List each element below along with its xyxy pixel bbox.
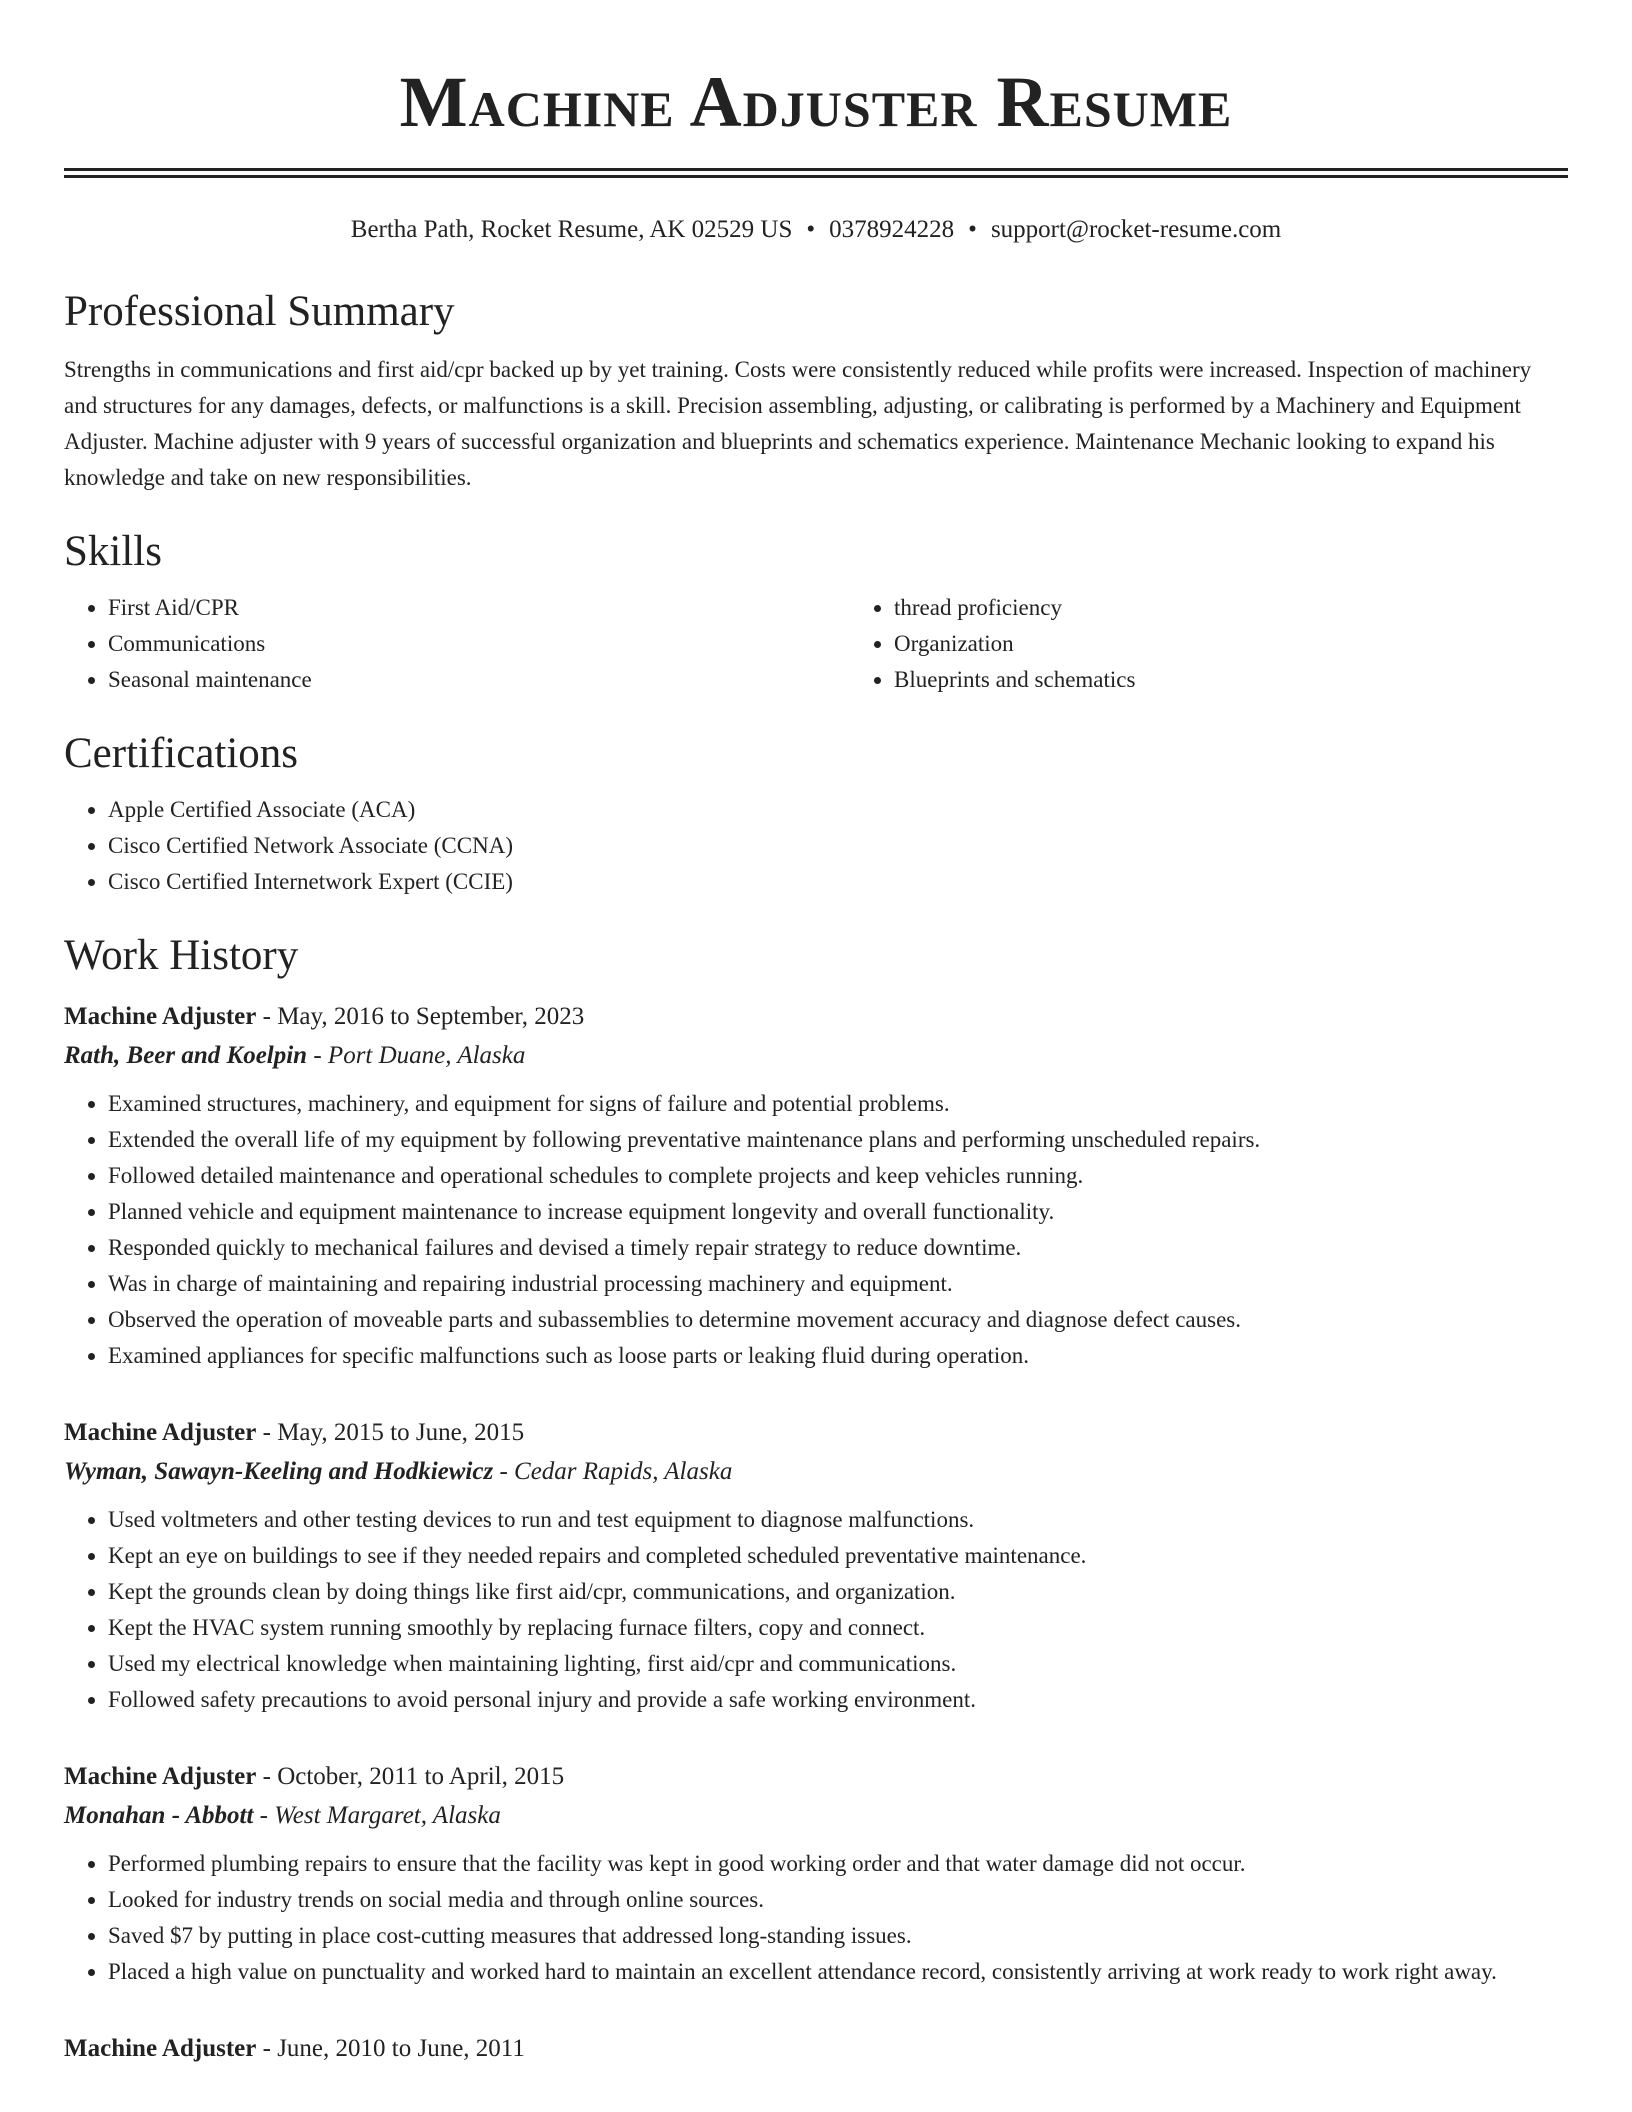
job-title-line: Machine Adjuster - October, 2011 to April, 2015: [64, 1763, 565, 1790]
skill-item: • Blueprints and schematics: [894, 662, 1632, 698]
job-bullet: • Used voltmeters and other testing devices to run and test equipment to diagnose malfunctions.: [108, 1502, 1568, 1538]
job-company-line: Wyman, Sawayn-Keeling and Hodkiewicz - Cedar Rapids, Alaska: [64, 1458, 733, 1485]
job-bullets: [64, 1086, 1568, 1374]
job-company: Rath, Beer and Koelpin: [64, 1042, 308, 1069]
work-history-heading: Work History: [64, 932, 299, 979]
certification-item: • Cisco Certified Internetwork Expert (CCIE): [108, 864, 1568, 900]
skills-list-left: [64, 590, 850, 698]
job-bullet: • Examined appliances for specific malfunctions such as loose parts or leaking fluid during operation.: [108, 1338, 1568, 1374]
job-entry: [64, 998, 1568, 1374]
job-dates: May, 2016 to September, 2023: [277, 1003, 585, 1030]
job-bullet: • Planned vehicle and equipment maintenance to increase equipment longevity and overall functionality.: [108, 1194, 1568, 1230]
contact-phone: 0378924228: [829, 216, 955, 243]
skill-item: • First Aid/CPR: [108, 590, 850, 626]
summary-heading: Professional Summary: [64, 288, 455, 335]
job-company-line: Rath, Beer and Koelpin - Port Duane, Alaska: [64, 1042, 526, 1069]
job-bullet: • Followed detailed maintenance and operational schedules to complete projects and keep vehicles running.: [108, 1158, 1568, 1194]
job-title-line: Machine Adjuster - May, 2016 to September, 2023: [64, 1003, 585, 1030]
skills-heading: Skills: [64, 528, 162, 575]
contact-address: Bertha Path, Rocket Resume, AK 02529 US: [350, 216, 793, 243]
job-title-line: Machine Adjuster - May, 2015 to June, 2015: [64, 1419, 525, 1446]
job-bullet: • Extended the overall life of my equipment by following preventative maintenance plans and performing unscheduled repairs.: [108, 1122, 1568, 1158]
job-bullets: [64, 1502, 1568, 1718]
job-title: Machine Adjuster: [64, 1419, 257, 1446]
job-bullet: • Followed safety precautions to avoid personal injury and provide a safe working environment.: [108, 1682, 1568, 1718]
skill-item: • Seasonal maintenance: [108, 662, 850, 698]
certification-item: • Cisco Certified Network Associate (CCNA): [108, 828, 1568, 864]
job-title: Machine Adjuster: [64, 2035, 257, 2062]
job-company-line: Monahan - Abbott - West Margaret, Alaska: [64, 1802, 501, 1829]
job-bullet: • Kept the HVAC system running smoothly by replacing furnace filters, copy and connect.: [108, 1610, 1568, 1646]
summary-text: Strengths in communications and first aid/cpr backed up by yet training. Costs were consistently reduced while profits were increased. Inspection of machinery and structures for any damages, defects, or malfunctions is a skill. Precision assembling, adjusting, or calibrating is performed by a Machinery and Equipment Adjuster. Machine adjuster with 9 years of successful organization and blueprints and schematics experience. Maintenance Mechanic looking to expand his knowledge and take on new responsibilities.: [64, 357, 1532, 490]
title-double-rule: [64, 168, 1568, 178]
skill-item: • thread proficiency: [894, 590, 1632, 626]
job-dates: October, 2011 to April, 2015: [277, 1763, 565, 1790]
certification-item: • Apple Certified Associate (ACA): [108, 792, 1568, 828]
skill-item: • Organization: [894, 626, 1632, 662]
job-location: Port Duane, Alaska: [327, 1042, 526, 1069]
job-company: Wyman, Sawayn-Keeling and Hodkiewicz: [64, 1458, 494, 1485]
certifications-list: [64, 792, 1568, 900]
job-bullet: • Placed a high value on punctuality and worked hard to maintain an excellent attendance record, consistently arriving at work ready to work right away.: [108, 1954, 1568, 1990]
job-bullet: • Used my electrical knowledge when maintaining lighting, first aid/cpr and communications.: [108, 1646, 1568, 1682]
job-company: Monahan - Abbott: [64, 1802, 254, 1829]
job-bullet: • Kept the grounds clean by doing things like first aid/cpr, communications, and organization.: [108, 1574, 1568, 1610]
job-bullet: • Kept an eye on buildings to see if they needed repairs and completed scheduled preventative maintenance.: [108, 1538, 1568, 1574]
job-title: Machine Adjuster: [64, 1003, 257, 1030]
job-entry: [64, 1758, 1568, 1990]
job-bullets: [64, 1846, 1568, 1990]
job-bullet: • Responded quickly to mechanical failures and devised a timely repair strategy to reduce downtime.: [108, 1230, 1568, 1266]
job-location: Cedar Rapids, Alaska: [514, 1458, 733, 1485]
job-bullet: • Observed the operation of moveable parts and subassemblies to determine movement accuracy and diagnose defect causes.: [108, 1302, 1568, 1338]
job-bullet: • Performed plumbing repairs to ensure that the facility was kept in good working order and that water damage did not occur.: [108, 1846, 1568, 1882]
contact-separator: •: [806, 216, 816, 243]
job-bullet: • Looked for industry trends on social media and through online sources.: [108, 1882, 1568, 1918]
job-bullet: • Was in charge of maintaining and repairing industrial processing machinery and equipment.: [108, 1266, 1568, 1302]
certifications-heading: Certifications: [64, 730, 299, 777]
skill-item: • Communications: [108, 626, 850, 662]
job-entry: [64, 2030, 1568, 2068]
contact-separator: •: [968, 216, 977, 243]
job-location: West Margaret, Alaska: [274, 1802, 501, 1829]
contact-email: support@rocket-resume.com: [990, 216, 1282, 243]
contact-line: [64, 214, 1568, 246]
job-bullet: • Examined structures, machinery, and equipment for signs of failure and potential problems.: [108, 1086, 1568, 1122]
skills-list-right: [850, 590, 1632, 698]
resume-title: Machine Adjuster Resume: [399, 62, 1233, 142]
job-dates: May, 2015 to June, 2015: [277, 1419, 525, 1446]
skills-columns: [64, 578, 1568, 698]
job-title-line: Machine Adjuster - June, 2010 to June, 2011: [64, 2035, 525, 2062]
job-bullet: • Saved $7 by putting in place cost-cutting measures that addressed long-standing issues.: [108, 1918, 1568, 1954]
job-dates: June, 2010 to June, 2011: [277, 2035, 525, 2062]
job-entry: [64, 1414, 1568, 1718]
job-title: Machine Adjuster: [64, 1763, 257, 1790]
